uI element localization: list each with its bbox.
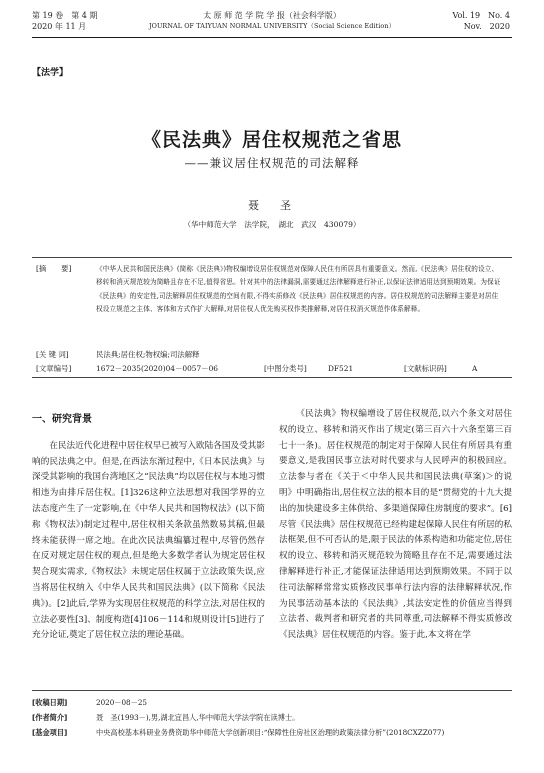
running-header-center (140, 10, 404, 32)
running-header-right (452, 10, 510, 32)
article-title: 《民法典》居住权规范之省思 (141, 129, 402, 151)
clc-value: DF521 (328, 364, 354, 373)
running-header-left (32, 10, 97, 32)
keywords (32, 349, 512, 362)
author-affiliation: （华中师范大学 法学院， 湖北 武汉 430079） (183, 220, 361, 229)
body-paragraph: 《民法典》物权编增设了居住权规范,以六个条文对居住权的设立、移转和消灭作出了规定(第三百六十六条至第三百七十一条)。居住权规范的制定对于保障人民住有所居具有重要意义,是我国民事立法对时代要求与人民呼声的积极回应。立法参与者在《关于＜中华人民共和国民法典(草案)＞的说明》中明确指出,居住权立法的根本目的是“贯彻党的十九大提出的加快建设多主体供给、多渠道保障住房制度的要求”。[6]尽管《民法典》居住权规范已经构建起保障人民住有所居的私法框架,但不可否认的是,限于民法的体系构造和功能定位,居住权的设立、移转和消灭规范较为简略且存在不足,需要通过法律解释进行补正,才能保证法律适用达到预期效果。不同于以往司法解释常常实质修改民事单行法内容的法律解释状况,作为民事活动基本法的《民法典》,其法安定性的价值应当得到立法者、裁判者和研究者的共同尊重,司法解释不得实质修改《民法典》居住权规范的内容。鉴于此,本文将在学 (279, 409, 512, 641)
section-tag: 【法学】 (32, 68, 69, 78)
abstract-top-rule (32, 257, 512, 258)
doc-code-value: A (472, 364, 478, 373)
clc-label: [中图分类号] (264, 364, 307, 373)
publication-date: 2020 年 11 月 (32, 22, 87, 31)
abstract-label: [摘 要] (36, 264, 72, 273)
footnote-label: [基金项目] (32, 728, 68, 737)
section-heading: 一、研究背景 (32, 414, 92, 425)
classification-row (32, 363, 512, 376)
article-subtitle: ——兼议居住权规范的司法解释 (184, 156, 360, 170)
footnote-text: 聂 圣(1993－),男,湖北宜昌人,华中师范大学法学院在读博士。 (96, 713, 300, 722)
header-rule (32, 37, 512, 38)
volume-issue-en: Vol. 19 No. 4 (452, 11, 510, 20)
article-no: 1672－2035(2020)04－0057－06 (96, 364, 218, 373)
doc-code-label: [文献标识码] (404, 364, 447, 373)
journal-name-en: JOURNAL OF TAIYUAN NORMAL UNIVERSITY（Social Science Edition） (148, 22, 396, 30)
footnote-rule (32, 690, 512, 691)
footnote-text: 2020－08－25 (96, 698, 147, 707)
body-paragraph: 在民法近代化进程中居住权早已被写入欧陆各国及受其影响的民法典之中。但是,在西法东渐过程中,《日本民法典》与深受其影响的我国台湾地区之“民法典”均以居住权与本地习惯相违为由排斥居住权。[1]326这种立法思想对我国学界的立法态度产生了一定影响,在《中华人民共和国物权法》(以下简称《物权法》)制定过程中,居住权相关条款虽然数易其稿,但最终未能获得一席之地。在此次民法典编纂过程中,尽管仍然存在反对规定居住权的观点,但是绝大多数学者认为规定居住权契合现实需求,《物权法》未规定居住权属于立法政策失误,应当将居住权纳入《中华人民共和国民法典》(以下简称《民法典》)。[2]此后,学界为实现居住权规范的科学立法,对居住权的立法必要性[3]、制度构造[4]106－114和规则设计[5]进行了充分论证,奠定了居住权立法的理论基础。 (32, 440, 265, 641)
keywords-label: [关 键 词] (36, 350, 69, 359)
volume-issue: 第 19 卷 第 4 期 (32, 11, 98, 20)
abstract-text: 《中华人民共和国民法典》(简称《民法典》)物权编增设居住权规范对保障人民住有所居具有重要意义。然而,《民法典》居住权的设立、移转和消灭规范较为简略且存在不足,值得省思。针对其中的法律漏洞,需要通过法律解释进行补正,以保证法律适用达到预期效果。为保证《民法典》的安定性,司法解释居住权规范的空间有限,不得实质修改《民法典》居住权规范的内容。居住权规范的司法解释主要是对居住权设立规范之主体、客体和方式作扩大解释,对居住权人优先购买权作类推解释,对居住权消灭规范作体系解释。 (96, 265, 501, 313)
journal-name-cn: 太 原 师 范 学 院 学 报（社会科学版） (203, 11, 341, 20)
keywords-text: 民法典;居住权;物权编;司法解释 (96, 350, 200, 359)
body-column-left (32, 412, 265, 644)
publication-date-en: Nov. 2020 (463, 22, 510, 31)
body-column-right (279, 407, 512, 644)
article-no-label: [文章编号] (36, 364, 72, 373)
footnote-text: 中央高校基本科研业务费资助华中师范大学创新项目:“保障性住房社区治理的政策法律分析”(2018CXZZ077) (96, 728, 445, 737)
author-name: 聂 圣 (248, 199, 296, 212)
footnote-label: [收稿日期] (32, 698, 68, 707)
abstract (32, 263, 512, 343)
abstract-bottom-rule (32, 377, 512, 378)
footnote-label: [作者简介] (32, 713, 68, 722)
